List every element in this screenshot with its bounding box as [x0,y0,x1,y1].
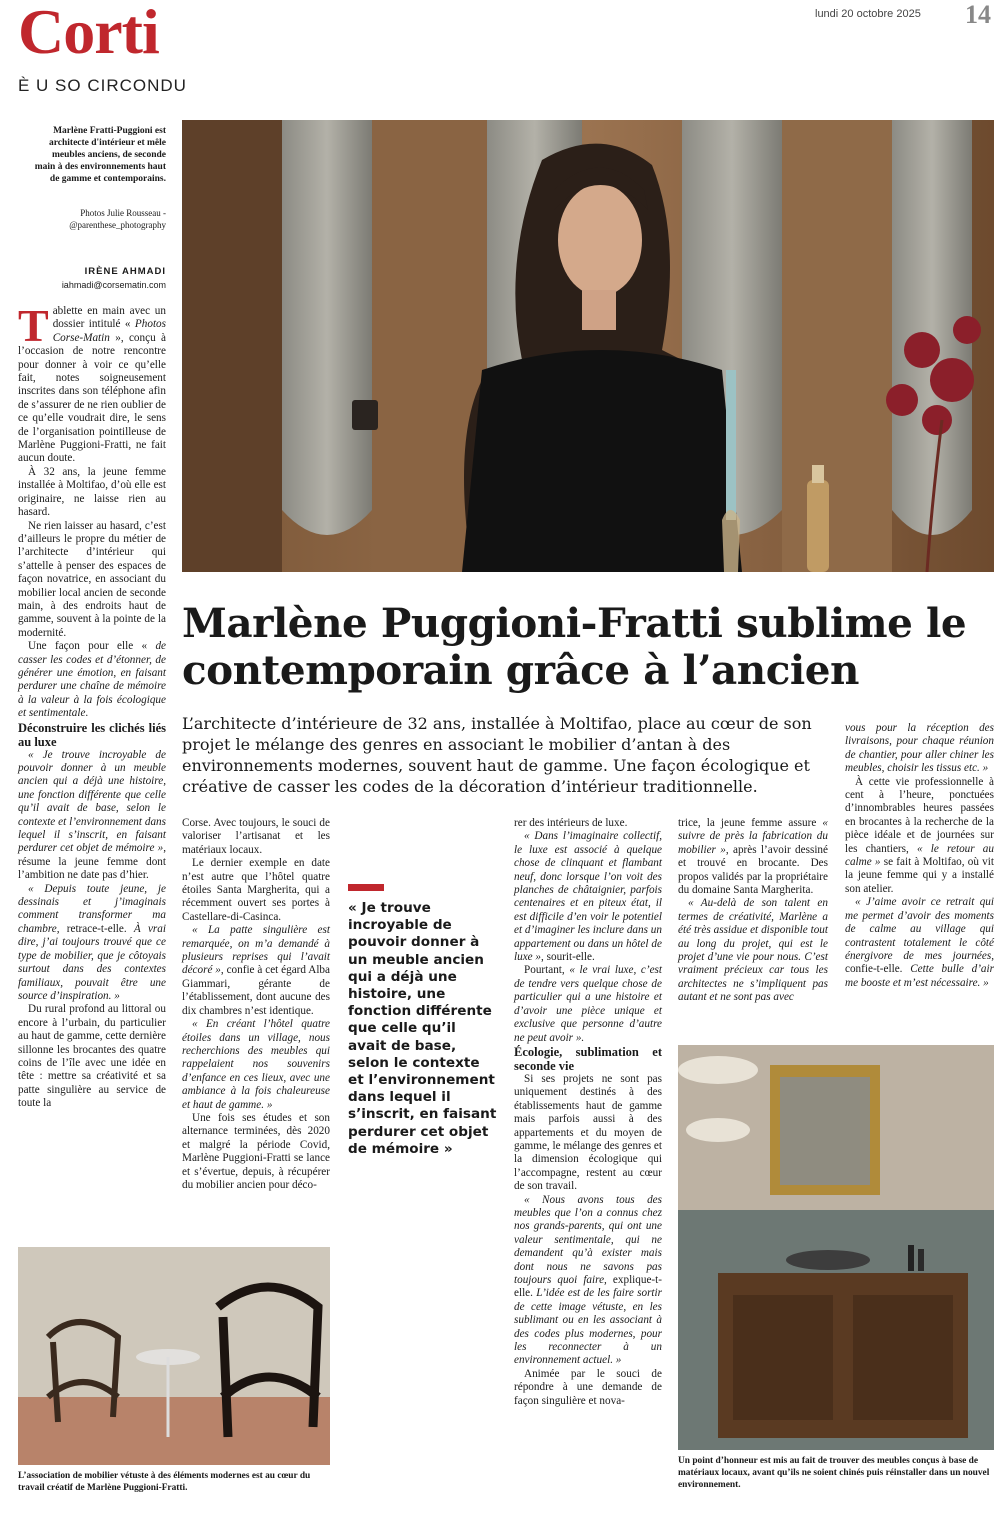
paragraph: Une façon pour elle « de casser les codes et d’étonner, de générer une émotion, en faisant perdurer une chaîne de mémoire à la valeur à la fois écologique et sentimentale. [18,640,166,720]
paragraph: « Je trouve incroyable de pouvoir donner à un meuble ancien qui a déjà une histoire, une fonction différente que celle qu’il avait de base, selon le contexte et l’environnement dans lequel il s’inscrit, en faisant perdurer cet objet de mémoire », résume la jeune femme dont l’ambition ne date pas d’hier. [18,748,166,882]
article-lede: L’architecte d’intérieure de 32 ans, installée à Moltifao, place au cœur de son projet le mélange des genres en associant le mobilier d’antan à des environnements modernes, souvent haut de gamme. Une façon écologique et créative de casser les codes de la décoration d’intérieur traditionnelle. [182,714,812,796]
paragraph: À 32 ans, la jeune femme installée à Moltifao, d’où elle est originaire, ne laisse rien au hasard. [18,465,166,519]
page-number: 14 [965,0,991,29]
masthead: Corti [18,0,159,67]
section-tagline: È U SO CIRCONDU [18,76,187,95]
article-column-1: Tablette en main avec un dossier intitulé « Photos Corse-Matin », conçu à l’occasion de notre rencontre pour donner à voir ce qu’elle fait, notes soigneusement inscrites dans son téléphone afin de s’assurer de ne rien oublier de ce qu’elle voudrait dire, le sens de l’organisation pointilleuse de Marlène Puggioni-Fratti, ne fait aucun doute. À 32 ans, la jeune femme installée à Moltifao, d’où elle est originaire, ne laisse rien au hasard. Ne rien laisser au hasard, c’est d’ailleurs le propre du métier de l’architecte d’intérieur qui s’attelle à penser des espaces de façon novatrice, en associant du mobilier local ancien de seconde main, à des endroits haut de gamme, souvent à la pointe de la modernité. Une façon pour elle « de casser les codes et d’étonner, de générer une émotion, en faisant perdurer une chaîne de mémoire à la valeur à la fois écologique et sentimentale. Déconstruire les clichés liés au luxe « Je trouve incroyable de pouvoir donner à un meuble ancien qui a déjà une histoire, une fonction différente que celle qu’il avait de base, selon le contexte et l’environnement dans lequel il s’inscrit, en faisant perdurer cet objet de mémoire », résume la jeune femme dont l’ambition ne date pas d’hier. « Depuis toute jeune, je dessinais et j’imaginais comment transformer ma chambre, retrace-t-elle. À vrai dire, j’ai toujours trouvé que ce type de mobilier, que je côtoyais surtout dans des contextes familiaux, pouvait être une source d’inspiration. » Du rural profond au littoral ou encore à l’urbain, du particulier au haut de gamme, cette dernière sillonne les brocantes des quatre coins de l’île avec une idée en tête : mettre sa créativité et sa patte singulière au service de toute la [18,300,166,1110]
paragraph: Du rural profond au littoral ou encore à l’urbain, du particulier au haut de gamme, cette dernière sillonne les brocantes des quatre coins de l’île avec une idée en tête : mettre sa créativité et sa patte singulière au service de toute la [18,1003,166,1110]
author-email[interactable]: iahmadi@corsematin.com [61,280,166,290]
article-column-2: Corse. Avec toujours, le souci de valoriser l’artisanat et les matériaux locaux. Le dernier exemple en date n’est autre que l’hôtel quatre étoiles Santa Margherita, qui a récemment ouvert ses portes à Castellare-di-Casinca. « La patte singulière est remarquée, on m’a demandé à plusieurs reprises qui l’avait décoré », confie à cet égard Alba Giammari, gérante de l’établissement, dont aucune des dix chambres n’est identique. « En créant l’hôtel quatre étoiles dans un village, nous recherchions des meubles qui rappelaient nos souvenirs d’enfance en ces lieux, avec une ambiance à la fois chaleureuse et haut de gamme. » Une fois ses études et son alternance terminées, dès 2020 et malgré la période Covid, Marlène Puggioni-Fratti se lance et s’évertue, depuis, à récupérer du mobilier ancien pour déco- [182,817,330,1191]
chairs-caption: L’association de mobilier vétuste à des éléments modernes est au cœur du travail créatif de Marlène Puggioni-Fratti. [18,1471,311,1493]
article-title: Marlène Puggioni-Fratti sublime le contemporain grâce à l’ancien [182,599,967,694]
author-name: IRÈNE AHMADI [84,266,166,277]
article-column-3: rer des intérieurs de luxe. « Dans l’imaginaire collectif, le luxe est associé à quelque chose de clinquant et flambant neuf, donc lorsque l’on voit des planches de châtaignier, parfois centenaires et en piteux état, il est difficile d’en voir le potentiel et d’imaginer les inclure dans un appartement ou dans un hôtel de luxe », sourit-elle. Pourtant, « le vrai luxe, c’est de tendre vers quelque chose de particulier qui a une histoire et d’avoir une pièce unique et exclusive que personne d’autre ne peut avoir ». Écologie, sublimation et seconde vie Si ses projets ne sont pas uniquement destinés à des établissements haut de gamme mais parfois aussi à des appartements et du moyen de gamme, le mélange des genres et la dimension écologique qui l’accompagne, restent au cœur de son travail. « Nous avons tous des meubles que l’on a connus chez nos grands-parents, qui ont une valeur sentimentale, qui ne demandent qu’à exister mais dont nous ne savons pas toujours quoi faire, explique-t-elle. L’idée est de les faire sortir de cette image vétuste, en les sublimant ou en les associant à des codes plus modernes, pour les reconnecter à un environnement actuel. » Animée par le souci de répondre à une demande de façon singulière et nova- [514,817,662,1407]
main-photo-caption: Marlène Fratti-Puggioni est architecte d'intérieur et mêle meubles anciens, de seconde main à des environnements haut de gamme et contemporains. [34,126,166,184]
vanity-caption: Un point d’honneur est mis au fait de trouver des meubles conçus à base de matériaux locaux, avant qu’ils ne soient chinés puis réinstaller dans un nouvel environnement. [678,1456,990,1490]
pullquote: « Je trouve incroyable de pouvoir donner à un meuble ancien qui a déjà une histoire, une fonction différente que celle qu’il avait de base, selon le contexte et l’environnement dans lequel il s’inscrit, en faisant perdurer cet objet de mémoire » [348,900,497,1157]
drop-cap: T [18,300,49,351]
paragraph: « Depuis toute jeune, je dessinais et j’imaginais comment transformer ma chambre, retrace-t-elle. À vrai dire, j’ai toujours trouvé que ce type de mobilier, que je côtoyais surtout dans des contextes familiaux, pouvait être une source d’inspiration. » [18,882,166,1002]
vanity-photo [678,1045,994,1450]
subhead-cliches: Déconstruire les clichés liés au luxe [18,720,166,749]
portrait-photo [182,120,994,572]
chairs-photo [18,1247,330,1465]
issue-date: lundi 20 octobre 2025 [815,8,921,20]
subhead-ecologie: Écologie, sublimation et seconde vie [514,1044,662,1073]
paragraph: Ne rien laisser au hasard, c’est d’ailleurs le propre du métier de l’architecte d’intérieur qui s’attelle à penser des espaces de façon novatrice, en associant du mobilier local ancien de seconde main, à des endroits haut de gamme, souvent à la pointe de la modernité. [18,519,166,639]
article-column-5: vous pour la réception des livraisons, pour chaque réunion de chantier, pour aller chiner les meubles, choisir les tissus etc. » À cette vie professionnelle à cent à l’heure, ponctuées d’innombrables heures passées en brocantes à la recherche de la pièce idéale et de journées sur les chantiers, « le retour au calme » se fait à Moltifao, où vit la jeune femme qui y a installé son atelier. « J’aime avoir ce retrait qui me permet d’avoir des moments de calme au village qui contrastent totalement le côté énergivore de mes journées, confie-t-elle. Cette bulle d’air me booste et m’est nécessaire. » [845,722,994,989]
article-column-4: trice, la jeune femme assure « suivre de près la fabrication du mobilier », après l’avoir dessiné et trouvé en brocante. Des propos validés par la propriétaire du domaine Santa Margherita. « Au-delà de son talent en termes de créativité, Marlène a été très assidue et disponible tout au long du projet, qui est le projet d’une vie pour nous. C’est vraiment précieux car tous les architectes ne s’impliquent pas autant et ne sont pas avec [678,817,828,1004]
photo-credit: Photos Julie Rousseau - @parenthese_photography [69,208,166,230]
pullquote-accent-bar [348,884,384,891]
